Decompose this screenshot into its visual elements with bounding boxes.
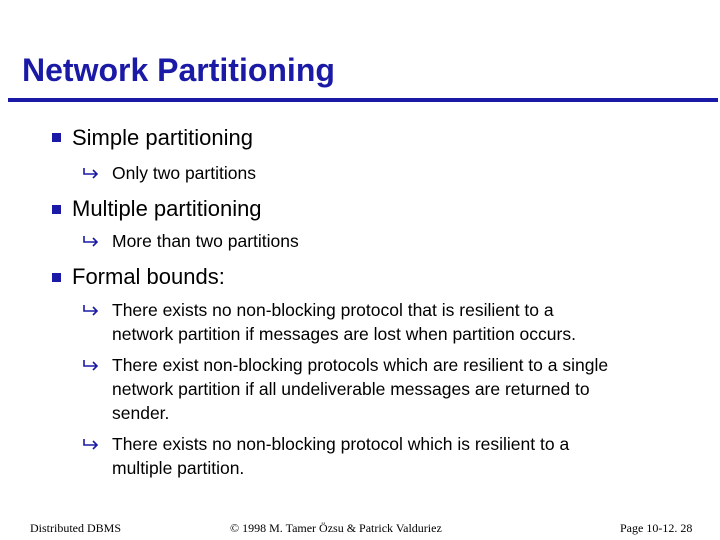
sub-bullet-bound-2 bbox=[112, 353, 702, 425]
bullet-formal-bounds: Formal bounds: bbox=[72, 264, 225, 289]
square-bullet-icon bbox=[52, 133, 61, 142]
bullet-multiple-partitioning: Multiple partitioning bbox=[72, 196, 262, 221]
arrow-right-icon bbox=[82, 234, 102, 248]
sub-bullet-line: More than two partitions bbox=[112, 231, 299, 251]
sub-bullet-only-two bbox=[112, 161, 702, 185]
sub-bullet-line: multiple partition. bbox=[112, 458, 245, 478]
sub-bullet-bound-3 bbox=[112, 432, 702, 480]
title-underline bbox=[8, 98, 718, 102]
arrow-right-icon bbox=[82, 358, 102, 372]
sub-bullet-line: There exists no non-blocking protocol that is resilient to a bbox=[112, 300, 554, 320]
sub-bullet-bound-1 bbox=[112, 298, 702, 346]
square-bullet-icon bbox=[52, 273, 61, 282]
sub-bullet-more-than-two bbox=[112, 229, 702, 253]
footer-copyright: © 1998 M. Tamer Özsu & Patrick Valduriez bbox=[230, 521, 442, 535]
sub-bullet-line: There exists no non-blocking protocol which is resilient to a bbox=[112, 434, 570, 454]
footer-course: Distributed DBMS bbox=[30, 521, 122, 535]
sub-bullet-line: There exist non-blocking protocols which are resilient to a single bbox=[112, 355, 609, 375]
slide-title: Network Partitioning bbox=[22, 52, 335, 88]
square-bullet-icon bbox=[52, 205, 61, 214]
arrow-right-icon bbox=[82, 437, 102, 451]
sub-bullet-line: network partition if all undeliverable messages are returned to bbox=[112, 379, 590, 399]
footer-page-number: Page 10-12. 28 bbox=[620, 521, 693, 535]
arrow-right-icon bbox=[82, 303, 102, 317]
bullet-simple-partitioning: Simple partitioning bbox=[72, 125, 253, 150]
sub-bullet-line: Only two partitions bbox=[112, 163, 256, 183]
sub-bullet-line: network partition if messages are lost when partition occurs. bbox=[112, 324, 576, 344]
sub-bullet-line: sender. bbox=[112, 403, 170, 423]
arrow-right-icon bbox=[82, 166, 102, 180]
